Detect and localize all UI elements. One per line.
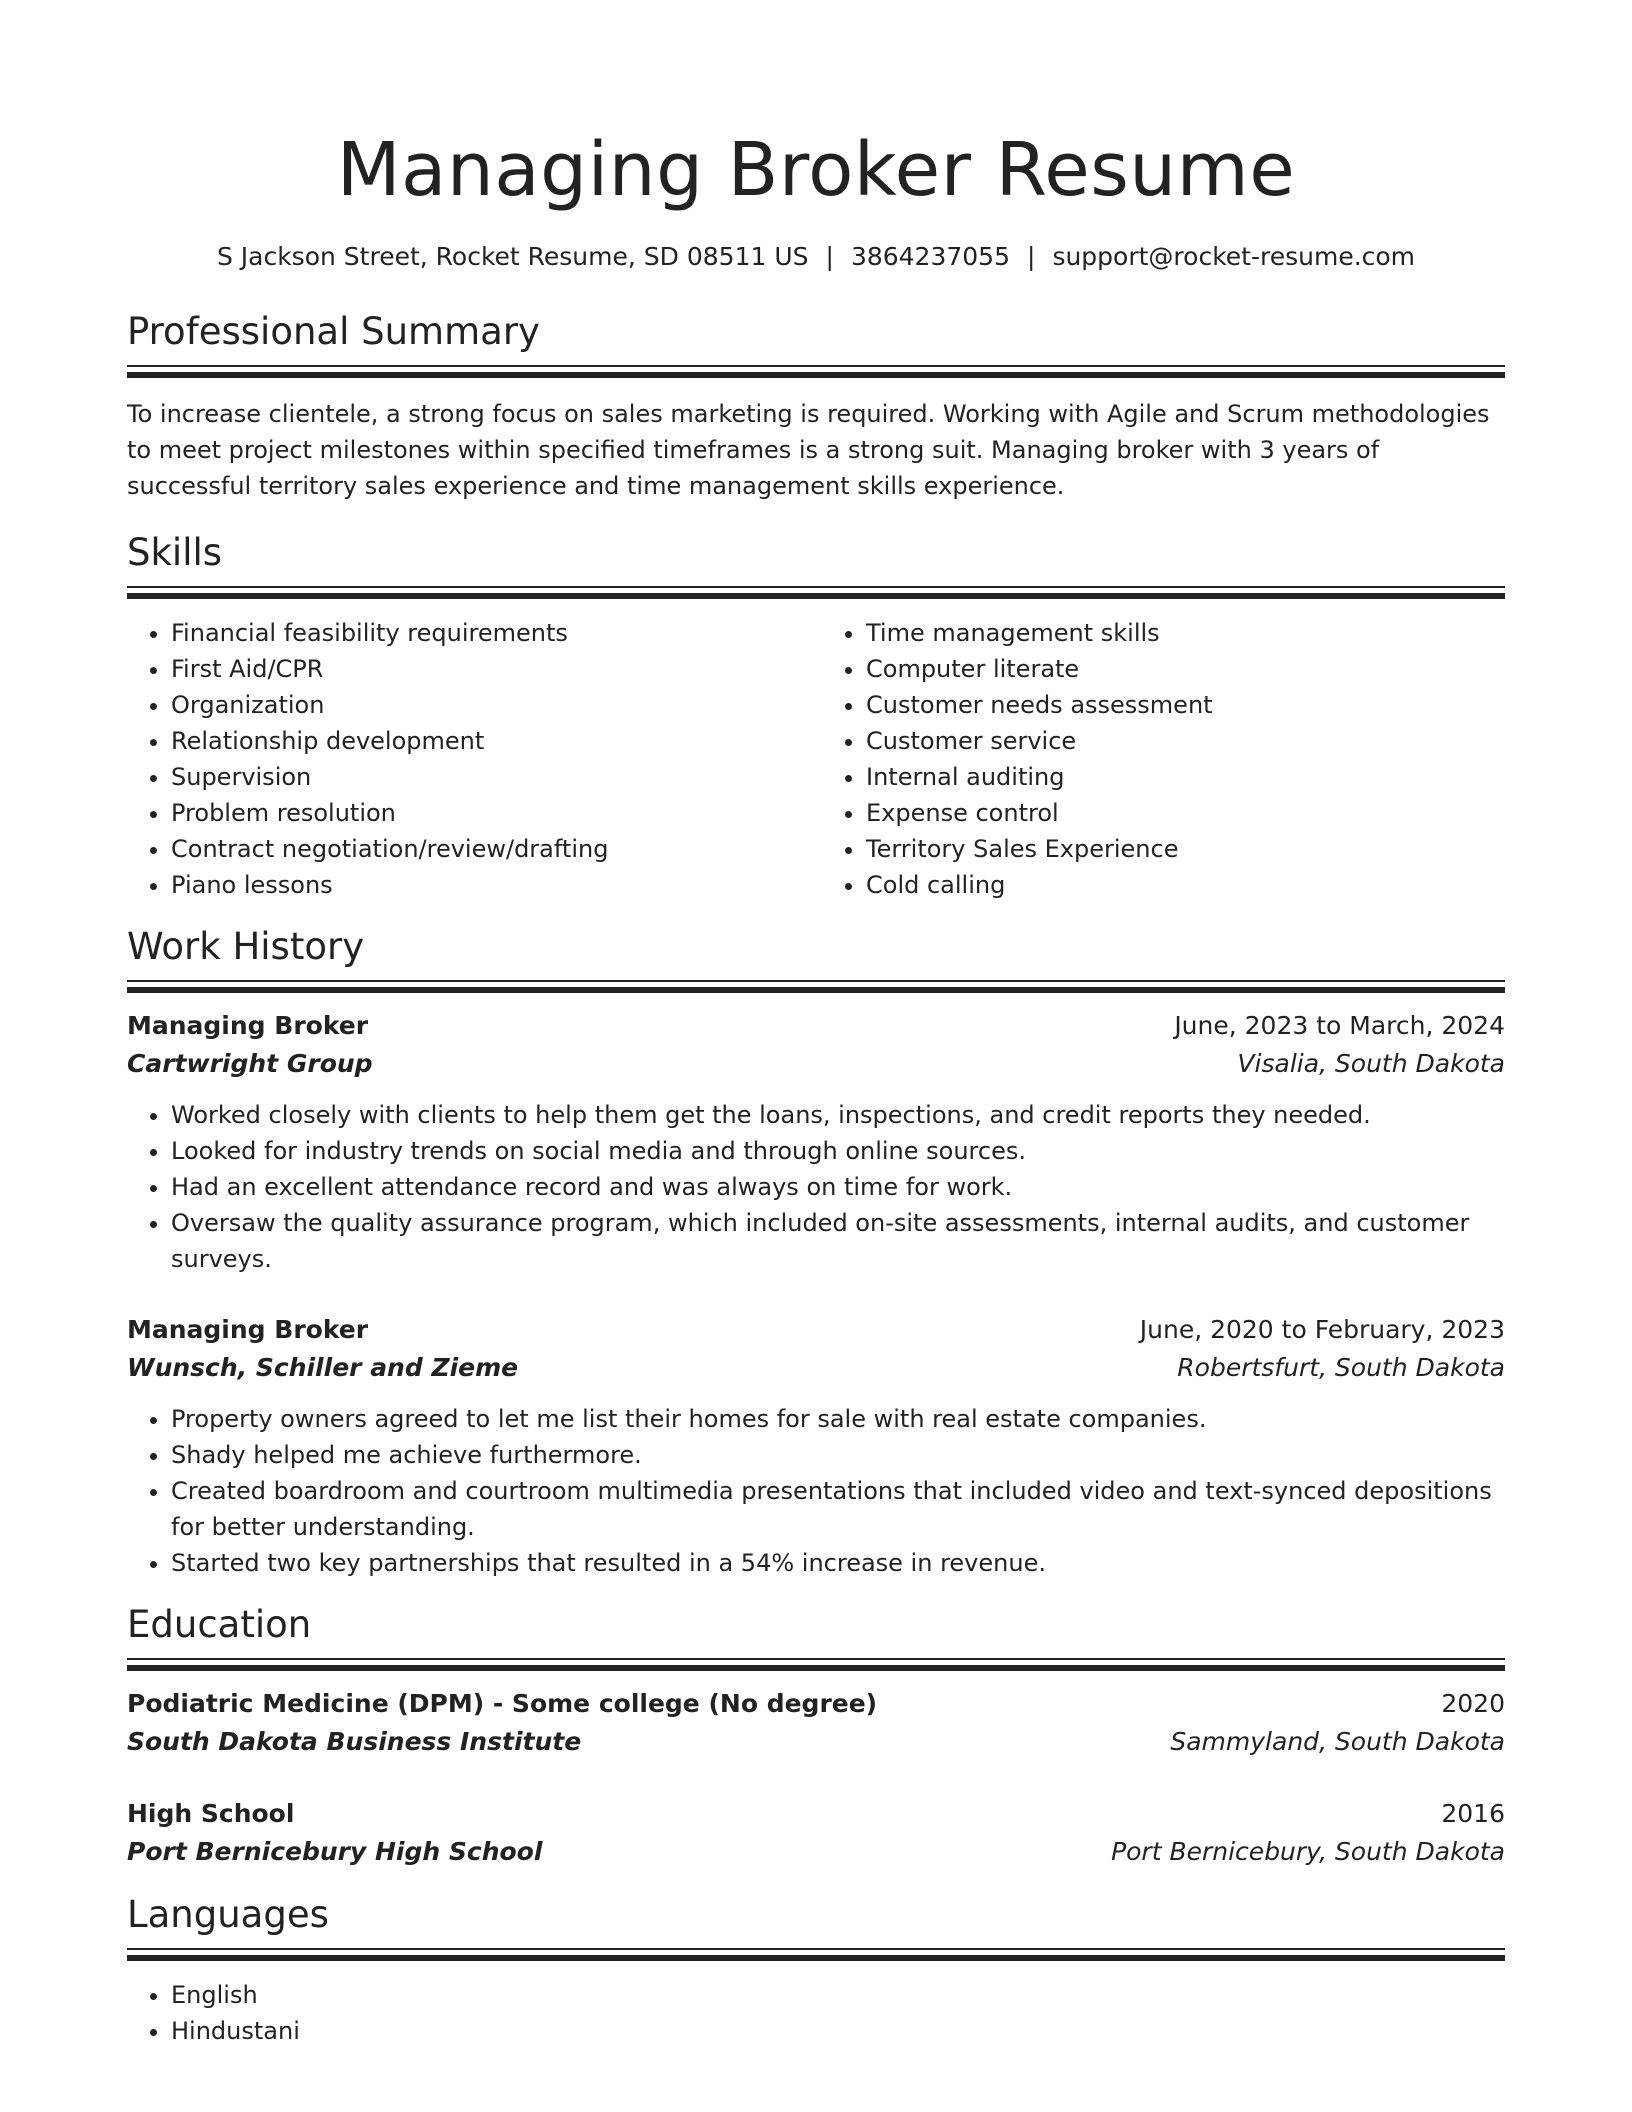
job-bullets xyxy=(127,1401,1505,1581)
skill-item: • Territory Sales Experience xyxy=(866,831,1505,867)
job-entry xyxy=(127,1311,1505,1581)
skill-item: • Organization xyxy=(171,687,816,723)
summary-section xyxy=(127,308,1505,504)
job-location: Robertsfurt, South Dakota xyxy=(1177,1353,1505,1382)
section-heading: Skills xyxy=(127,531,223,574)
skill-item: • Contract negotiation/review/drafting xyxy=(171,831,816,867)
skill-item: • Internal auditing xyxy=(866,759,1505,795)
education-year: 2020 xyxy=(1441,1689,1505,1718)
languages-list xyxy=(127,1977,1505,2049)
job-bullet: • Created boardroom and courtroom multimedia presentations that included video and text-synced depositions for better understanding. xyxy=(171,1473,1505,1545)
section-divider xyxy=(127,365,1505,378)
skill-item: • Cold calling xyxy=(866,867,1505,903)
skill-item: • Customer needs assessment xyxy=(866,687,1505,723)
section-heading: Work History xyxy=(127,925,365,968)
job-location: Visalia, South Dakota xyxy=(1237,1049,1505,1078)
contact-separator: | xyxy=(1027,242,1036,271)
skills-section xyxy=(127,529,1505,903)
job-title: Managing Broker xyxy=(127,1315,369,1344)
skill-item: • Financial feasibility requirements xyxy=(171,615,816,651)
job-company: Wunsch, Schiller and Zieme xyxy=(127,1353,519,1382)
job-bullet: • Worked closely with clients to help them get the loans, inspections, and credit reports they needed. xyxy=(171,1097,1505,1133)
job-bullet: • Had an excellent attendance record and was always on time for work. xyxy=(171,1169,1505,1205)
education-location: Port Bernicebury, South Dakota xyxy=(1111,1837,1505,1866)
skill-item: • Expense control xyxy=(866,795,1505,831)
job-dates: June, 2023 to March, 2024 xyxy=(1174,1011,1505,1040)
education-entry xyxy=(127,1795,1505,1871)
education-degree: High School xyxy=(127,1799,295,1828)
languages-section xyxy=(127,1891,1505,2049)
job-bullets xyxy=(127,1097,1505,1277)
skills-right-list xyxy=(816,615,1505,903)
resume-title: Managing Broker Resume xyxy=(336,127,1296,213)
section-heading: Languages xyxy=(127,1893,329,1936)
job-bullet: • Shady helped me achieve furthermore. xyxy=(171,1437,1505,1473)
education-school: South Dakota Business Institute xyxy=(127,1727,582,1756)
education-school: Port Bernicebury High School xyxy=(127,1837,543,1866)
section-divider xyxy=(127,1948,1505,1961)
skills-columns xyxy=(127,615,1505,903)
job-dates: June, 2020 to February, 2023 xyxy=(1139,1315,1505,1344)
language-item: • English xyxy=(171,1977,1505,2013)
education-section xyxy=(127,1601,1505,1871)
job-entry xyxy=(127,1007,1505,1277)
summary-text: To increase clientele, a strong focus on sales marketing is required. Working with Agile and Scrum methodologies to meet project milestones within specified timeframes is a strong suit. Managing broker with 3 years of successful territory sales experience and time management skills experience. xyxy=(127,400,1490,500)
job-bullet: • Oversaw the quality assurance program, which included on-site assessments, internal audits, and customer surveys. xyxy=(171,1205,1505,1277)
job-title: Managing Broker xyxy=(127,1011,369,1040)
contact-address: S Jackson Street, Rocket Resume, SD 08511 US xyxy=(216,242,809,271)
education-location: Sammyland, South Dakota xyxy=(1170,1727,1505,1756)
contact-email: support@rocket-resume.com xyxy=(1052,242,1416,271)
job-company: Cartwright Group xyxy=(127,1049,373,1078)
job-bullet: • Property owners agreed to let me list their homes for sale with real estate companies. xyxy=(171,1401,1505,1437)
skill-item: • Relationship development xyxy=(171,723,816,759)
job-bullet: • Looked for industry trends on social media and through online sources. xyxy=(171,1133,1505,1169)
skill-item: • Customer service xyxy=(866,723,1505,759)
section-divider xyxy=(127,586,1505,599)
education-year: 2016 xyxy=(1441,1799,1505,1828)
section-heading: Professional Summary xyxy=(127,310,540,353)
skill-item: • Supervision xyxy=(171,759,816,795)
skill-item: • Piano lessons xyxy=(171,867,816,903)
job-bullet: • Started two key partnerships that resulted in a 54% increase in revenue. xyxy=(171,1545,1505,1581)
language-item: • Hindustani xyxy=(171,2013,1505,2049)
skill-item: • Time management skills xyxy=(866,615,1505,651)
contact-line xyxy=(127,240,1505,274)
skills-left-list xyxy=(127,615,816,903)
section-divider xyxy=(127,1658,1505,1671)
education-entry xyxy=(127,1685,1505,1761)
skill-item: • First Aid/CPR xyxy=(171,651,816,687)
skill-item: • Problem resolution xyxy=(171,795,816,831)
work-history-section xyxy=(127,923,1505,1581)
section-heading: Education xyxy=(127,1603,312,1646)
section-divider xyxy=(127,980,1505,993)
contact-phone: 3864237055 xyxy=(850,242,1010,271)
skill-item: • Computer literate xyxy=(866,651,1505,687)
contact-separator: | xyxy=(825,242,834,271)
education-degree: Podiatric Medicine (DPM) - Some college (No degree) xyxy=(127,1689,878,1718)
